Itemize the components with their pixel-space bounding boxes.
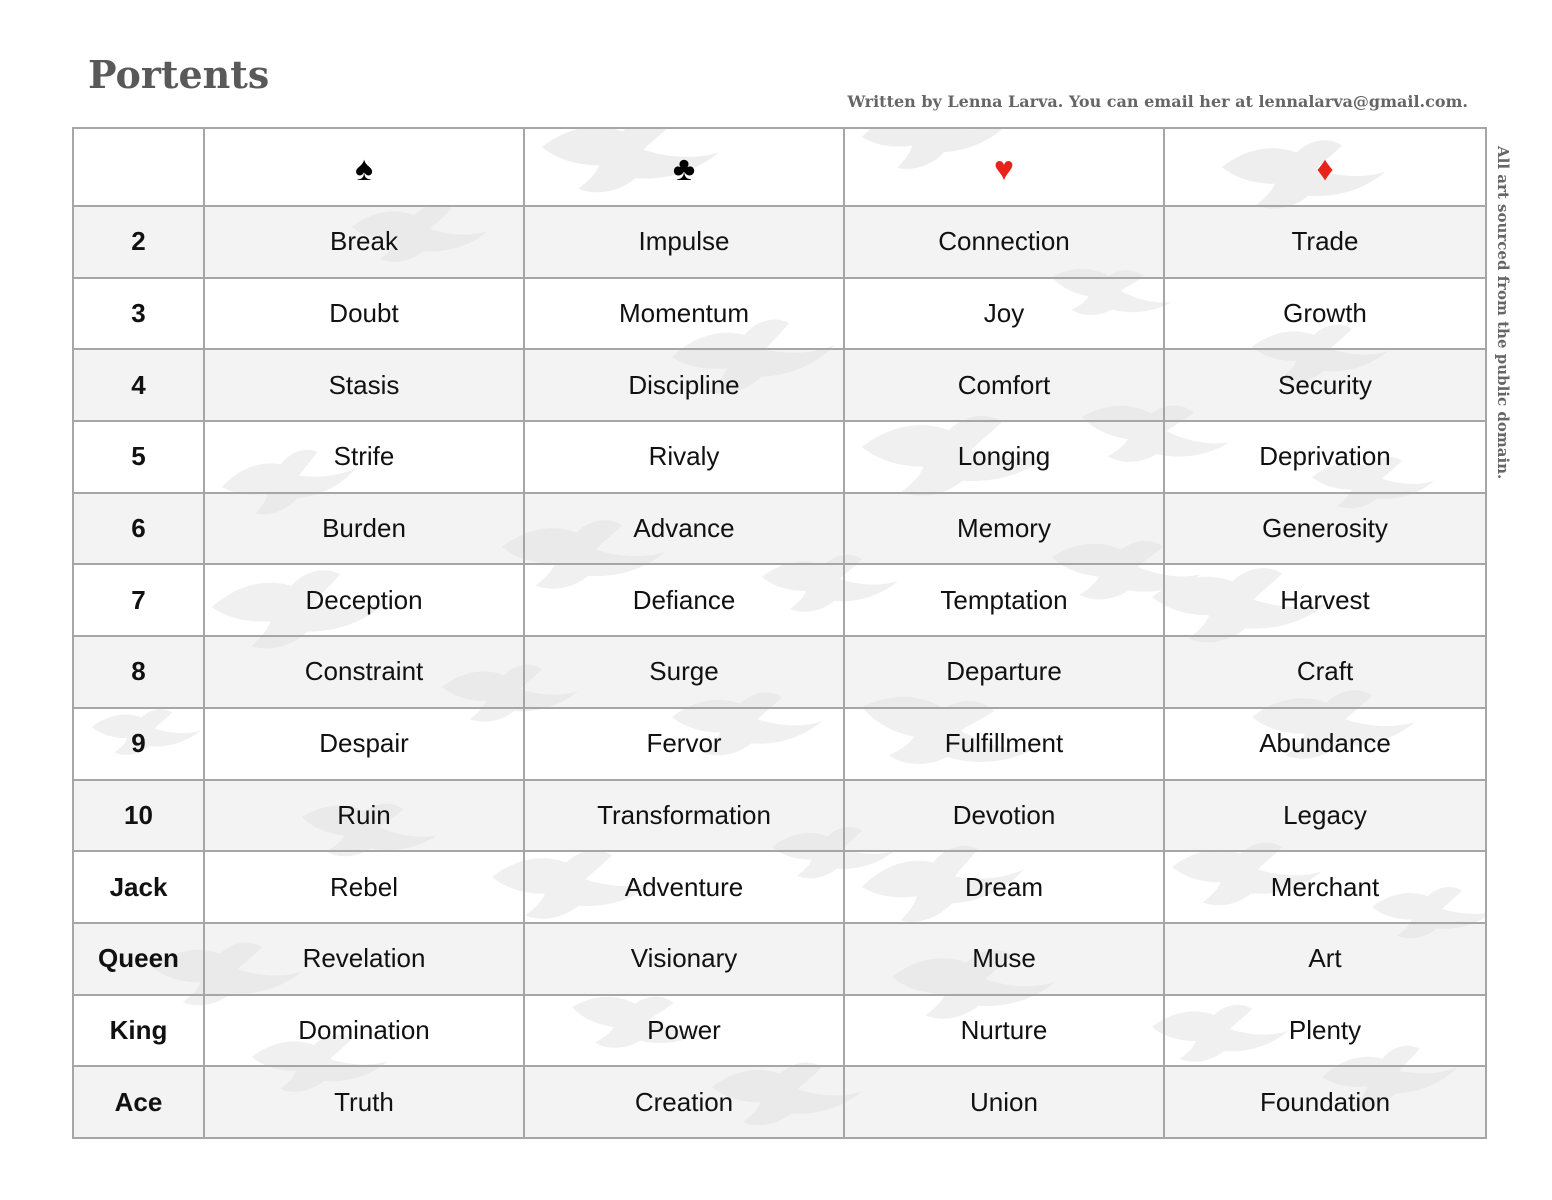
meaning-cell: Merchant bbox=[1164, 851, 1486, 923]
rank-cell: 7 bbox=[73, 564, 204, 636]
meaning-cell: Transformation bbox=[524, 780, 844, 852]
rank-cell: 5 bbox=[73, 421, 204, 493]
meaning-cell: Rebel bbox=[204, 851, 524, 923]
meaning-cell: Rivaly bbox=[524, 421, 844, 493]
rank-cell: 6 bbox=[73, 493, 204, 565]
table-row bbox=[73, 206, 1486, 278]
meaning-cell: Momentum bbox=[524, 278, 844, 350]
rank-cell: Queen bbox=[73, 923, 204, 995]
meaning-cell: Devotion bbox=[844, 780, 1164, 852]
rank-cell: 10 bbox=[73, 780, 204, 852]
meaning-cell: Revelation bbox=[204, 923, 524, 995]
meaning-cell: Dream bbox=[844, 851, 1164, 923]
table-row bbox=[73, 923, 1486, 995]
diamond-icon: ♦ bbox=[1316, 149, 1334, 188]
table-row bbox=[73, 421, 1486, 493]
portents-table bbox=[72, 127, 1487, 1139]
meaning-cell: Craft bbox=[1164, 636, 1486, 708]
suit-header-cell bbox=[524, 128, 844, 206]
meaning-cell: Abundance bbox=[1164, 708, 1486, 780]
meaning-cell: Break bbox=[204, 206, 524, 278]
suit-header-cell bbox=[1164, 128, 1486, 206]
meaning-cell: Memory bbox=[844, 493, 1164, 565]
author-byline: Written by Lenna Larva. You can email her at lennalarva@gmail.com. bbox=[847, 92, 1468, 111]
meaning-cell: Muse bbox=[844, 923, 1164, 995]
rank-cell: King bbox=[73, 995, 204, 1067]
meaning-cell: Foundation bbox=[1164, 1066, 1486, 1138]
meaning-cell: Stasis bbox=[204, 349, 524, 421]
meaning-cell: Adventure bbox=[524, 851, 844, 923]
meaning-cell: Temptation bbox=[844, 564, 1164, 636]
meaning-cell: Plenty bbox=[1164, 995, 1486, 1067]
meaning-cell: Fervor bbox=[524, 708, 844, 780]
meaning-cell: Harvest bbox=[1164, 564, 1486, 636]
meaning-cell: Connection bbox=[844, 206, 1164, 278]
meaning-cell: Visionary bbox=[524, 923, 844, 995]
rank-cell: Jack bbox=[73, 851, 204, 923]
meaning-cell: Nurture bbox=[844, 995, 1164, 1067]
table-row bbox=[73, 636, 1486, 708]
meaning-cell: Discipline bbox=[524, 349, 844, 421]
rank-cell: 9 bbox=[73, 708, 204, 780]
meaning-cell: Security bbox=[1164, 349, 1486, 421]
meaning-cell: Domination bbox=[204, 995, 524, 1067]
spade-icon: ♠ bbox=[354, 149, 374, 188]
table-row bbox=[73, 780, 1486, 852]
meaning-cell: Deception bbox=[204, 564, 524, 636]
table-row bbox=[73, 851, 1486, 923]
table-row bbox=[73, 1066, 1486, 1138]
meaning-cell: Trade bbox=[1164, 206, 1486, 278]
rank-cell: 2 bbox=[73, 206, 204, 278]
meaning-cell: Constraint bbox=[204, 636, 524, 708]
art-credit-note: All art sourced from the public domain. bbox=[1494, 146, 1512, 480]
meaning-cell: Doubt bbox=[204, 278, 524, 350]
table-row bbox=[73, 995, 1486, 1067]
meaning-cell: Creation bbox=[524, 1066, 844, 1138]
heart-icon: ♥ bbox=[993, 149, 1015, 188]
table-row bbox=[73, 349, 1486, 421]
meaning-cell: Impulse bbox=[524, 206, 844, 278]
portents-table-container bbox=[72, 127, 1485, 1138]
meaning-cell: Power bbox=[524, 995, 844, 1067]
meaning-cell: Fulfillment bbox=[844, 708, 1164, 780]
meaning-cell: Burden bbox=[204, 493, 524, 565]
suit-header-cell bbox=[844, 128, 1164, 206]
suit-header-row bbox=[73, 128, 1486, 206]
table-row bbox=[73, 564, 1486, 636]
rank-cell: 4 bbox=[73, 349, 204, 421]
rank-cell: 3 bbox=[73, 278, 204, 350]
meaning-cell: Longing bbox=[844, 421, 1164, 493]
meaning-cell: Joy bbox=[844, 278, 1164, 350]
club-icon: ♣ bbox=[672, 149, 696, 188]
meaning-cell: Strife bbox=[204, 421, 524, 493]
meaning-cell: Deprivation bbox=[1164, 421, 1486, 493]
table-row bbox=[73, 493, 1486, 565]
meaning-cell: Departure bbox=[844, 636, 1164, 708]
table-row bbox=[73, 278, 1486, 350]
meaning-cell: Growth bbox=[1164, 278, 1486, 350]
corner-header-cell bbox=[73, 128, 204, 206]
rank-cell: 8 bbox=[73, 636, 204, 708]
meaning-cell: Truth bbox=[204, 1066, 524, 1138]
table-row bbox=[73, 708, 1486, 780]
meaning-cell: Advance bbox=[524, 493, 844, 565]
meaning-cell: Comfort bbox=[844, 349, 1164, 421]
page-title: Portents bbox=[88, 52, 270, 97]
rank-cell: Ace bbox=[73, 1066, 204, 1138]
meaning-cell: Union bbox=[844, 1066, 1164, 1138]
meaning-cell: Defiance bbox=[524, 564, 844, 636]
meaning-cell: Despair bbox=[204, 708, 524, 780]
meaning-cell: Art bbox=[1164, 923, 1486, 995]
suit-header-cell bbox=[204, 128, 524, 206]
meaning-cell: Surge bbox=[524, 636, 844, 708]
meaning-cell: Generosity bbox=[1164, 493, 1486, 565]
meaning-cell: Ruin bbox=[204, 780, 524, 852]
meaning-cell: Legacy bbox=[1164, 780, 1486, 852]
